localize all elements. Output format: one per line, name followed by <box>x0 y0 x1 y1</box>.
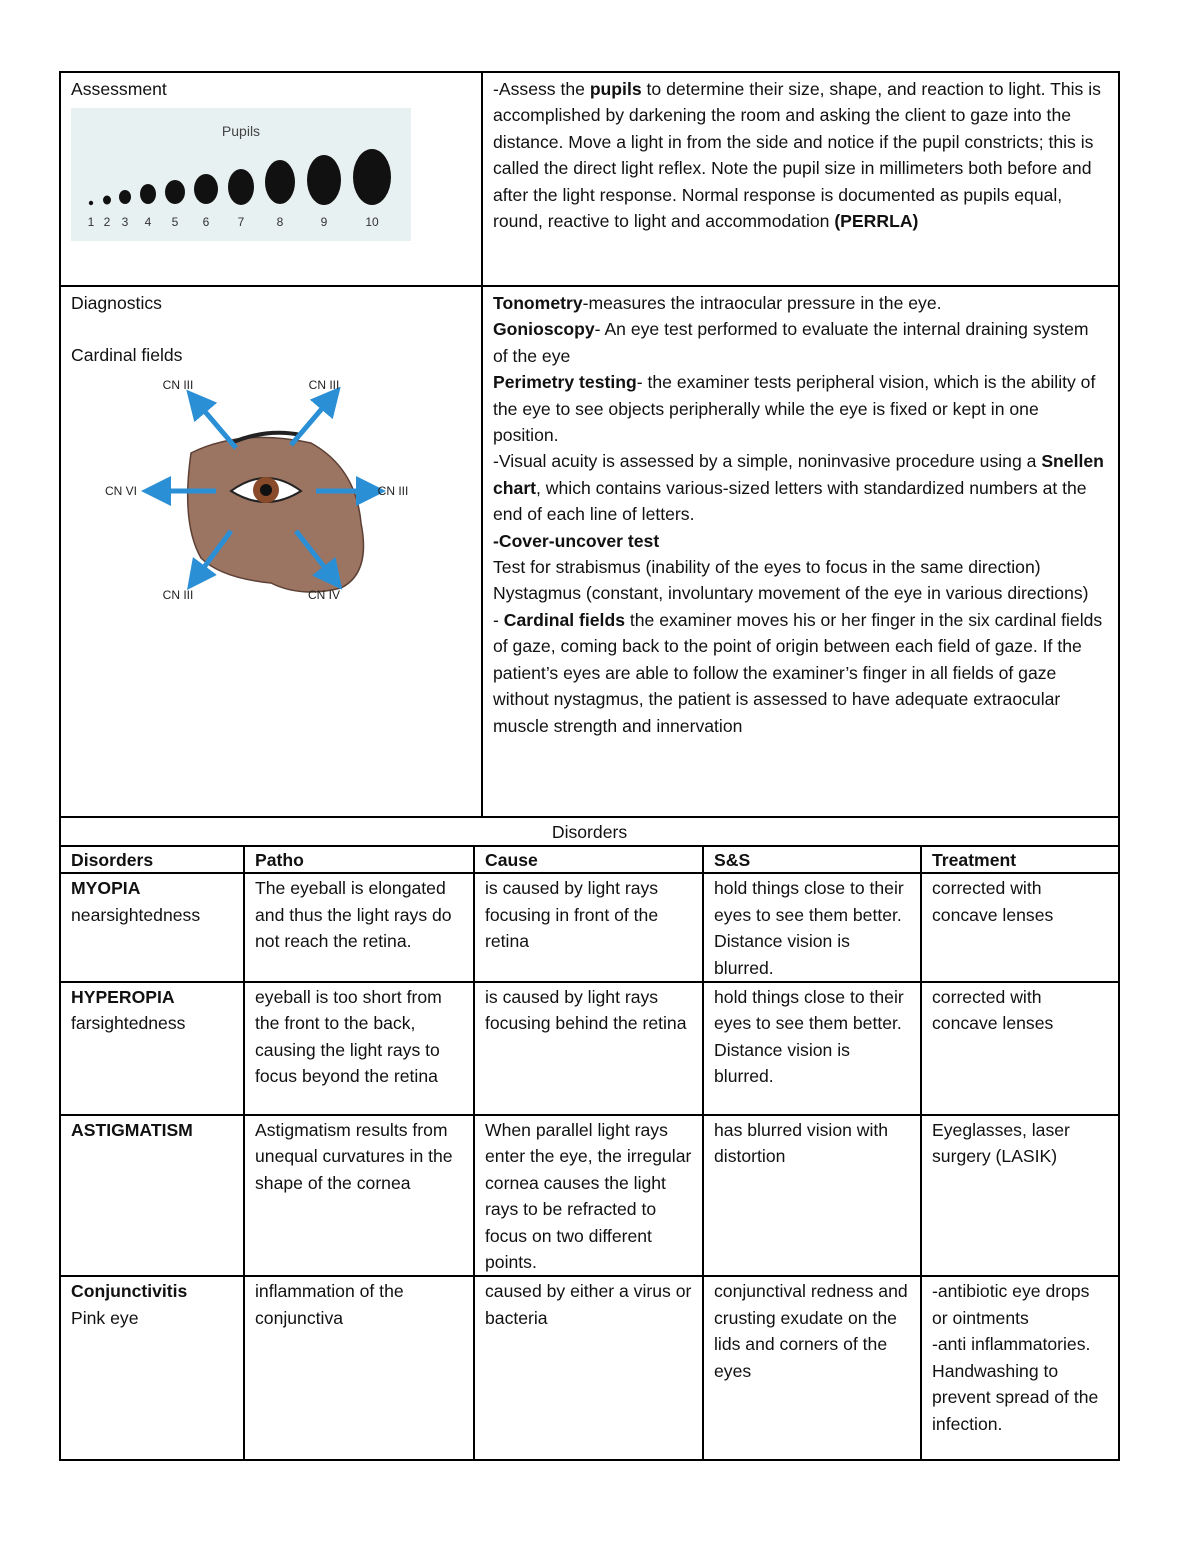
pupil-dot-1 <box>89 201 93 205</box>
disorders-header-row <box>60 846 1119 873</box>
visual-acuity-text-1: -Visual acuity is assessed by a simple, noninvasive procedure using a <box>493 451 1042 472</box>
disorders-table <box>59 816 1120 1461</box>
pupil-dot-2 <box>103 196 111 205</box>
disorders-title-row <box>60 817 1119 846</box>
assessment-text-1: -Assess the <box>493 79 590 99</box>
pupil-size-label: 4 <box>144 215 152 230</box>
pupil-size-label: 7 <box>237 215 245 230</box>
assessment-text-2: to determine their size, shape, and reaction to light. This is accomplished by darkening the room and asking the client to gaze into the distance. Move a light in from the side and notice if the pupil constricts; this is called the direct light reflex. Note the pupil size in millimeters both before and after the light response. Normal response is documented as pupils equal, round, reactive to light and accommodation <box>493 79 1101 232</box>
patho-cell: eyeball is too short from the front to the back, causing the light rays to focus beyond the retina <box>244 982 474 1115</box>
treatment-line: -antibiotic eye drops or ointments <box>932 1281 1090 1328</box>
pupil-size-chart-graphic <box>71 108 411 241</box>
cause-cell: caused by either a virus or bacteria <box>474 1276 703 1460</box>
disorder-subname: nearsightedness <box>71 904 201 925</box>
ss-cell: has blurred vision with distortion <box>703 1115 921 1276</box>
cardinal-fields-graphic <box>71 373 411 623</box>
ss-cell: hold things close to their eyes to see them better. Distance vision is blurred. <box>703 982 921 1115</box>
perimetry-bold: Perimetry testing <box>493 372 637 393</box>
tonometry-text: -measures the intraocular pressure in the eye. <box>582 293 942 313</box>
label-left: CN VI <box>104 483 138 498</box>
disorder-name-cell <box>60 1115 244 1276</box>
document-page <box>59 71 1118 1461</box>
diagnostics-label: Diagnostics <box>71 293 162 313</box>
cover-uncover-bold: -Cover-uncover test <box>493 530 660 551</box>
assessment-perrla-bold: (PERRLA) <box>834 211 919 232</box>
cause-cell: is caused by light rays focusing behind the retina <box>474 982 703 1115</box>
snellen-bold: Snellen chart <box>493 451 1104 498</box>
assessment-pupils-bold: pupils <box>589 79 642 99</box>
tonometry-bold: Tonometry <box>493 293 583 313</box>
treatment-cell: Eyeglasses, laser surgery (LASIK) <box>921 1115 1119 1276</box>
ss-cell: hold things close to their eyes to see them better. Distance vision is blurred. <box>703 873 921 982</box>
disorder-name-cell <box>60 873 244 982</box>
pupil-size-label: 5 <box>171 215 179 230</box>
disorder-name: ASTIGMATISM <box>71 1120 193 1141</box>
table-row <box>60 1276 1119 1460</box>
disorder-subname: Pink eye <box>71 1307 139 1328</box>
header-cause: Cause <box>474 846 703 873</box>
assessment-diagnostics-table <box>59 71 1120 818</box>
pupil-dots <box>89 149 391 205</box>
disorder-name: MYOPIA <box>71 878 141 899</box>
label-lower-left: CN III <box>162 587 194 602</box>
diagnostics-label-cell <box>60 286 482 817</box>
assessment-label-cell <box>60 72 482 286</box>
diagnostics-row <box>60 286 1119 817</box>
cardinal-fields-bold: Cardinal fields <box>503 609 625 630</box>
pupil-dot-8 <box>265 160 295 204</box>
header-patho: Patho <box>244 846 474 873</box>
arrow-upper-left <box>196 401 236 448</box>
header-disorders: Disorders <box>60 846 244 873</box>
pupil-dot-9 <box>307 155 341 205</box>
patho-cell: The eyeball is elongated and thus the light rays do not reach the retina. <box>244 873 474 982</box>
pupil <box>260 484 272 496</box>
pupil-chart-title: Pupils <box>221 123 261 140</box>
disorder-name-cell <box>60 1276 244 1460</box>
assessment-row <box>60 72 1119 286</box>
pupil-size-label: 10 <box>365 215 379 230</box>
face-shape <box>188 437 364 592</box>
treatment-cell: corrected with concave lenses <box>921 873 1119 982</box>
treatment-line: Handwashing to prevent spread of the infection. <box>932 1360 1099 1434</box>
cause-cell: When parallel light rays enter the eye, the irregular cornea causes the light rays to be refracted to focus on two different points. <box>474 1115 703 1276</box>
gonioscopy-text: - An eye test performed to evaluate the internal draining system of the eye <box>493 319 1089 366</box>
treatment-cell: corrected with concave lenses <box>921 982 1119 1115</box>
nystagmus-text: Nystagmus (constant, involuntary movement of the eye in various directions) <box>493 583 1089 604</box>
disorders-title: Disorders <box>60 817 1119 846</box>
treatment-cell <box>921 1276 1119 1460</box>
pupil-dot-10 <box>353 149 391 205</box>
perimetry-text: - the examiner tests peripheral vision, which is the ability of the eye to see objects peripherally while the eye is fixed or kept in one position. <box>493 372 1096 446</box>
arrow-upper-right <box>291 398 331 445</box>
disorder-name: HYPEROPIA <box>71 987 175 1008</box>
pupil-dot-3 <box>119 190 131 204</box>
cardinal-prefix: - <box>493 609 504 630</box>
gonioscopy-bold: Gonioscopy <box>493 319 595 340</box>
pupil-size-label: 8 <box>276 215 284 230</box>
strabismus-text: Test for strabismus (inability of the eyes to focus in the same direction) <box>493 557 1041 578</box>
table-row <box>60 982 1119 1115</box>
pupil-size-label: 1 <box>87 215 95 230</box>
patho-cell: inflammation of the conjunctiva <box>244 1276 474 1460</box>
diagnostics-text-cell <box>482 286 1119 817</box>
label-upper-right: CN III <box>308 377 340 392</box>
header-ss: S&S <box>703 846 921 873</box>
pupil-size-label: 6 <box>202 215 210 230</box>
table-row <box>60 873 1119 982</box>
pupil-size-label: 3 <box>121 215 129 230</box>
table-row <box>60 1115 1119 1276</box>
disorder-name-cell <box>60 982 244 1115</box>
treatment-line: -anti inflammatories. <box>932 1334 1091 1355</box>
patho-cell: Astigmatism results from unequal curvatures in the shape of the cornea <box>244 1115 474 1276</box>
cardinal-fields-text: the examiner moves his or her finger in the six cardinal fields of gaze, coming back to the point of origin between each field of gaze. If the patient’s eyes are able to follow the examiner’s finger in all fields of gaze without nystagmus, the patient is assessed to have adequate extraocular muscle strength and innervation <box>493 609 1103 736</box>
pupil-dot-5 <box>165 180 185 204</box>
cardinal-fields-diagram <box>71 373 411 623</box>
pupil-dot-6 <box>194 174 218 204</box>
disorder-subname: farsightedness <box>71 1013 186 1034</box>
pupil-dot-7 <box>228 169 254 205</box>
pupil-size-chart <box>71 108 411 241</box>
label-right: CN III <box>377 483 409 498</box>
label-lower-right: CN IV <box>307 587 341 602</box>
assessment-text-cell <box>482 72 1119 286</box>
pupil-size-label: 9 <box>320 215 328 230</box>
header-treatment: Treatment <box>921 846 1119 873</box>
disorder-name: Conjunctivitis <box>71 1281 188 1302</box>
ss-cell: conjunctival redness and crusting exudate on the lids and corners of the eyes <box>703 1276 921 1460</box>
pupil-dot-4 <box>140 184 156 204</box>
pupil-size-labels <box>88 215 379 229</box>
assessment-label: Assessment <box>71 79 167 99</box>
label-upper-left: CN III <box>162 377 194 392</box>
pupil-size-label: 2 <box>103 215 111 230</box>
visual-acuity-text-2: , which contains various-sized letters with standardized numbers at the end of each line of letters. <box>493 477 1087 525</box>
cause-cell: is caused by light rays focusing in front of the retina <box>474 873 703 982</box>
cardinal-fields-label: Cardinal fields <box>71 345 183 366</box>
